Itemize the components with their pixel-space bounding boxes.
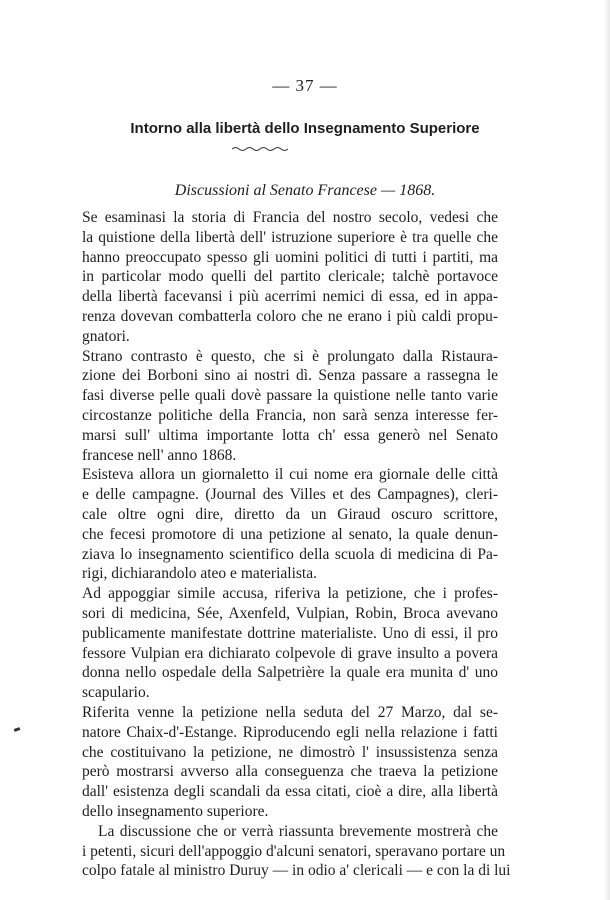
text-line: natore Chaix-d'-Estange. Riproducendo egli nella relazione i fatti — [82, 723, 498, 741]
text-line: circostanze politiche della Francia, non sarà senza interesse fer- — [82, 406, 498, 424]
text-line: scapulario. — [82, 684, 150, 702]
text-line: dello insegnamento superiore. — [82, 802, 269, 820]
text-line: in particolar modo quelli del partito clericale; talchè portavoce — [82, 268, 498, 286]
text-line: colpo fatale al ministro Duruy — in odio a' clericali — e con la di lui — [82, 862, 511, 880]
text-line: dall' esistenza degli scandali da essa citati, cioè a dire, alla libertà — [82, 783, 498, 801]
text-line: Strano contrasto è questo, che si è prolungato dalla Ristaura- — [82, 347, 498, 365]
text-line: i petenti, sicuri dell'appoggio d'alcuni senatori, speravano portare un — [82, 842, 506, 860]
text-line: fessore Vulpian era dichiarato colpevole di grave insulto a povera — [82, 644, 498, 662]
text-line: marsi sull' ultima importante lotta ch' essa generò nel Senato — [82, 426, 498, 444]
text-line: donna nello ospedale della Salpetrière la quale era munita d' uno — [82, 664, 498, 682]
text-line: della libertà facevansi i più acerrimi nemici di essa, ed in appa- — [82, 288, 498, 306]
text-line: hanno preoccupato spesso gli uomini politici di tutti i partiti, ma — [82, 248, 498, 266]
text-line: zione dei Borboni sino ai nostri dì. Senza passare a rassegna le — [82, 367, 498, 385]
text-line: publicamente manifestate dottrine materialiste. Uno di essi, il pro — [82, 624, 498, 642]
text-line: gnatori. — [82, 327, 130, 345]
page-edge — [604, 0, 610, 900]
text-line: Esisteva allora un giornaletto il cui nome era giornale delle città — [82, 466, 498, 484]
chapter-title: Intorno alla libertà dello Insegnamento Superiore — [130, 120, 480, 137]
text-line: renza dovevan combatterla coloro che ne erano i più caldi propu- — [82, 307, 498, 325]
text-line: che costituivano la petizione, ne dimostrò l' insussistenza senza — [82, 743, 498, 761]
text-line: Riferita venne la petizione nella seduta del 27 Marzo, dal se- — [82, 703, 498, 721]
text-line: cale oltre ogni dire, diretto da un Giraud oscuro scrittore, — [82, 505, 498, 523]
body-text — [82, 208, 511, 881]
text-line: francese nell' anno 1868. — [82, 446, 237, 464]
text-line: fasi diverse pelle quali dovè passare la quistione nelle tanto varie — [82, 387, 498, 405]
text-line: però mostrarsi avverso alla conseguenza che traeva la petizione — [82, 763, 498, 781]
text-line: Ad appoggiar simile accusa, riferiva la petizione, che i profes- — [82, 585, 498, 603]
text-line: ziava lo insegnamento scientifico della scuola di medicina di Pa- — [82, 545, 498, 563]
text-line: la quistione della libertà dell' istruzione superiore è tra quelle che — [82, 228, 498, 246]
text-line: che fecesi promotore di una petizione al senato, la quale denun- — [82, 525, 498, 543]
text-line: La discussione che or verrà riassunta brevemente mostrerà che — [98, 822, 498, 840]
text-line: sori di medicina, Sée, Axenfeld, Vulpian, Robin, Broca avevano — [82, 604, 498, 622]
ornament-divider — [232, 146, 288, 152]
section-subtitle: Discussioni al Senato Francese — 1868. — [174, 182, 436, 199]
text-line: Se esaminasi la storia di Francia del nostro secolo, vedesi che — [82, 209, 498, 226]
margin-mark — [14, 727, 21, 732]
text-line: e delle campagne. (Journal des Villes et des Campagnes), cleri- — [82, 486, 498, 504]
text-line: rigi, dichiarandolo ateo e materialista. — [82, 565, 317, 583]
page-number: — 37 — — [272, 76, 338, 95]
